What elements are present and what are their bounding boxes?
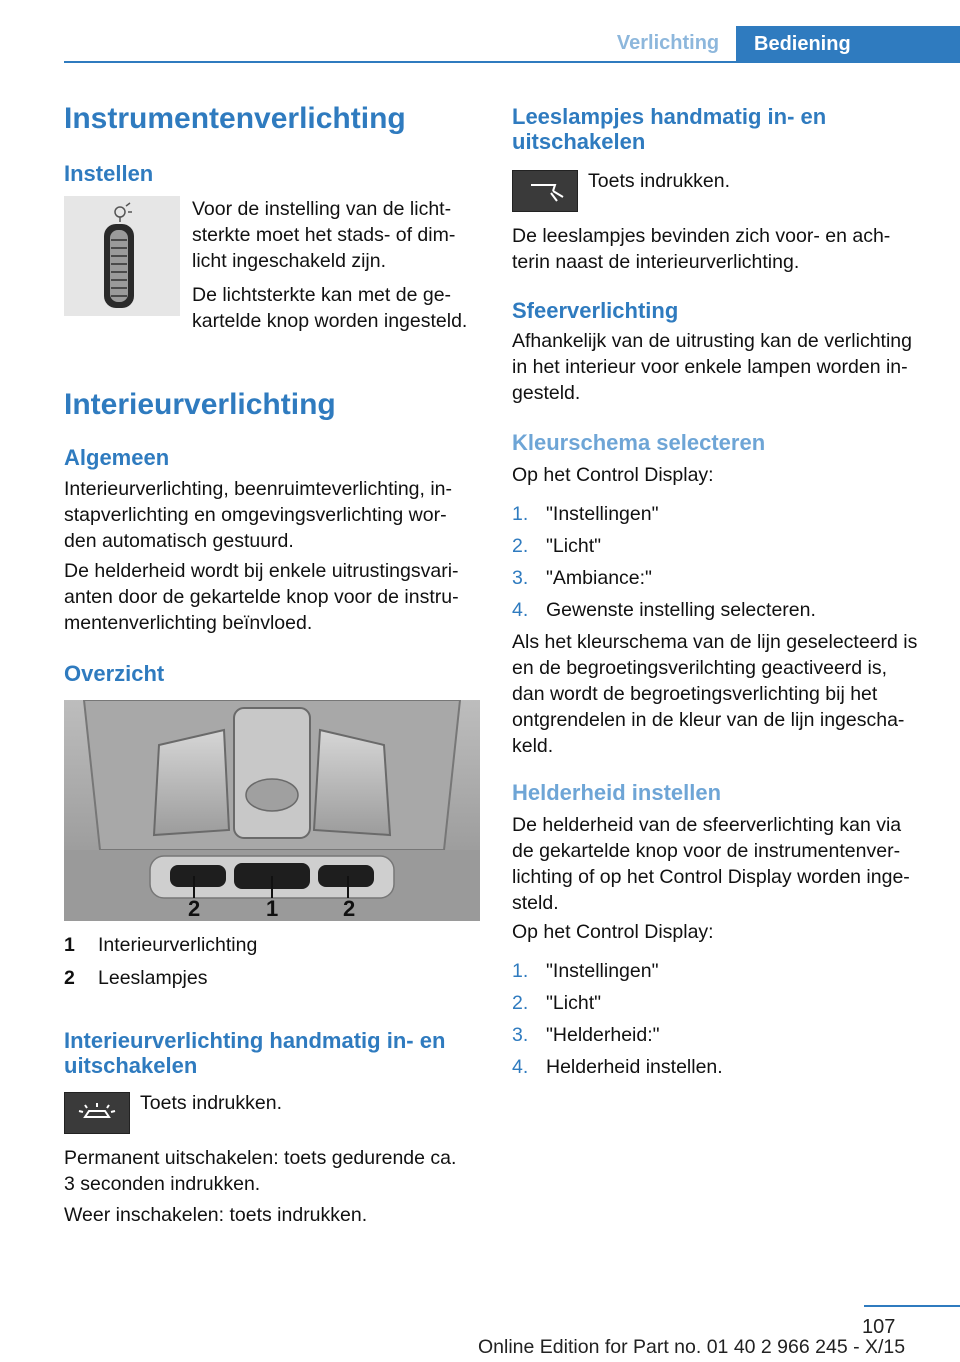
weer-paragraph: Weer inschakelen: toets indrukken.	[64, 1204, 368, 1226]
overhead-console-photo	[64, 700, 480, 921]
dimmer-wheel-icon	[64, 196, 180, 316]
kleur-paragraph: Als het kleurschema van de lijn geselecteerd is en de begroetingsverilchting geactiveerd is, dan wordt de begroetingsverlichting bij het ontgrendelen in de kleur van de lijn ingescha- keld.	[512, 631, 918, 757]
helderheid-intro: Op het Control Display:	[512, 921, 714, 943]
footer-rule	[864, 1305, 960, 1307]
header-chapter-tab: Bediening	[736, 26, 960, 62]
section-title-interieurverlichting: Interieurverlichting	[64, 388, 336, 421]
legend-number-1: 1	[64, 934, 75, 956]
header-rule	[64, 61, 960, 63]
heading-algemeen: Algemeen	[64, 445, 170, 470]
photo-label-interior: 1	[266, 896, 279, 921]
heading-helderheid: Helderheid instellen	[512, 780, 722, 805]
edition-footer: Online Edition for Part no. 01 40 2 966 245 - X/15	[478, 1336, 906, 1358]
photo-label-reading-left: 2	[188, 896, 201, 921]
dimmer-wheel-thumbnail	[64, 196, 180, 316]
reading-toets-text: Toets indrukken.	[588, 170, 730, 192]
heading-instellen: Instellen	[64, 161, 154, 186]
overhead-console-image	[64, 700, 480, 921]
heading-leeslampjes-handmatig: Leeslampjes handmatig in- en uitschakelen	[512, 104, 827, 154]
reading-light-icon	[513, 171, 577, 211]
permanent-paragraph: Permanent uitschakelen: toets gedurende ca. 3 seconden indrukken.	[64, 1147, 457, 1195]
interior-light-button-thumbnail	[64, 1092, 130, 1134]
kleur-intro: Op het Control Display:	[512, 464, 714, 486]
heading-sfeerverlichting: Sfeerverlichting	[512, 298, 679, 323]
reading-light-button-thumbnail	[512, 170, 578, 212]
instellen-paragraph-1: Voor de instelling van de licht- sterkte moet het stads- of dim- licht ingeschakeld zijn.	[192, 198, 456, 272]
legend-text-2: Leeslampjes	[98, 967, 208, 989]
sfeer-paragraph: Afhankelijk van de uitrusting kan de verlichting in het interieur voor enkele lampen worden in- gesteld.	[512, 330, 912, 404]
interior-toets-text: Toets indrukken.	[140, 1092, 282, 1114]
section-title-instrumentenverlichting: Instrumentenverlichting	[64, 102, 406, 135]
algemeen-paragraph-2: De helderheid wordt bij enkele uitrustingsvari- anten door de gekartelde knop voor de instru- mentenverlichting beïnvloed.	[64, 560, 459, 634]
legend-number-2: 2	[64, 967, 75, 989]
heading-kleurschema: Kleurschema selecteren	[512, 430, 766, 455]
header-section-label: Verlichting	[616, 32, 720, 54]
instellen-paragraph-2: De lichtsterkte kan met de ge- kartelde knop worden ingesteld.	[192, 284, 468, 332]
heading-overzicht: Overzicht	[64, 661, 165, 686]
helderheid-paragraph: De helderheid van de sfeerverlichting kan via de gekartelde knop voor de instrumentenver- lichting of op het Control Display worden inge- steld.	[512, 814, 910, 914]
leeslampjes-paragraph: De leeslampjes bevinden zich voor- en ach- terin naast de interieurverlichting.	[512, 225, 891, 273]
page-number: 107	[862, 1316, 896, 1338]
legend-text-1: Interieurverlichting	[98, 934, 258, 956]
algemeen-paragraph-1: Interieurverlichting, beenruimteverlichting, in- stapverlichting en omgevingsverlichting wor- den automatisch gestuurd.	[64, 478, 453, 552]
photo-label-reading-right: 2	[343, 896, 356, 921]
heading-interieur-handmatig: Interieurverlichting handmatig in- en uitschakelen	[64, 1028, 446, 1078]
interior-light-icon	[65, 1093, 129, 1133]
